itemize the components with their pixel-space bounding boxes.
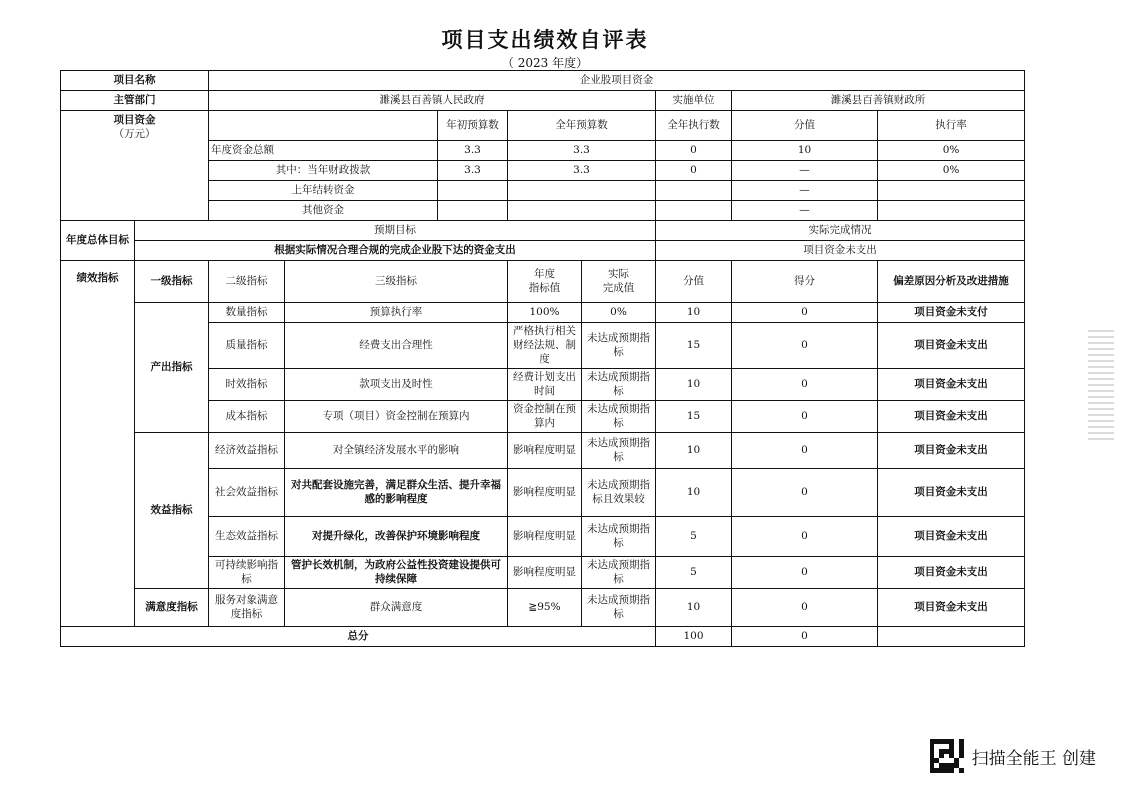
total-blank bbox=[878, 627, 1025, 647]
actual-goal-header: 实际完成情况 bbox=[656, 221, 1025, 241]
funds-cell: 3.3 bbox=[508, 141, 656, 161]
kpi-actual: 未达成预期指标 bbox=[582, 433, 656, 469]
kpi-target: 影响程度明显 bbox=[508, 517, 582, 557]
total-score: 100 bbox=[656, 627, 732, 647]
funds-cell: 3.3 bbox=[438, 141, 508, 161]
table-row bbox=[61, 303, 1025, 323]
kpi-header-target: 年度 指标值 bbox=[508, 261, 582, 303]
kpi-l2: 成本指标 bbox=[209, 401, 285, 433]
expected-goal-text: 根据实际情况合理合规的完成企业股下达的资金支出 bbox=[135, 241, 656, 261]
kpi-reason: 项目资金未支付 bbox=[878, 303, 1025, 323]
funds-header: 全年执行数 bbox=[656, 111, 732, 141]
funds-cell bbox=[438, 181, 508, 201]
funds-cell bbox=[656, 201, 732, 221]
kpi-l3: 对提升绿化，改善保护环境影响程度 bbox=[285, 517, 508, 557]
kpi-reason: 项目资金未支出 bbox=[878, 589, 1025, 627]
kpi-actual: 0% bbox=[582, 303, 656, 323]
kpi-header-actual: 实际 完成值 bbox=[582, 261, 656, 303]
kpi-l3: 管护长效机制，为政府公益性投资建设提供可持续保障 bbox=[285, 557, 508, 589]
funds-cell: 0% bbox=[878, 141, 1025, 161]
kpi-target: ≧95% bbox=[508, 589, 582, 627]
kpi-got: 0 bbox=[732, 517, 878, 557]
kpi-actual: 未达成预期指标 bbox=[582, 517, 656, 557]
page-title: 项目支出绩效自评表 bbox=[441, 27, 649, 52]
kpi-header-score: 分值 bbox=[656, 261, 732, 303]
funds-header: 全年预算数 bbox=[508, 111, 656, 141]
kpi-score: 10 bbox=[656, 433, 732, 469]
kpi-l3: 经费支出合理性 bbox=[285, 323, 508, 369]
kpi-l2: 生态效益指标 bbox=[209, 517, 285, 557]
funds-cell: 3.3 bbox=[438, 161, 508, 181]
funds-header: 年初预算数 bbox=[438, 111, 508, 141]
kpi-got: 0 bbox=[732, 469, 878, 517]
funds-row-label: 上年结转资金 bbox=[209, 181, 438, 201]
kpi-header-reason: 偏差原因分析及改进措施 bbox=[878, 261, 1025, 303]
project-name-label: 项目名称 bbox=[61, 71, 209, 91]
kpi-got: 0 bbox=[732, 401, 878, 433]
scan-smudge bbox=[1088, 330, 1114, 440]
kpi-l2: 质量指标 bbox=[209, 323, 285, 369]
funds-cell bbox=[508, 181, 656, 201]
funds-row-label: 其中：当年财政拨款 bbox=[209, 161, 438, 181]
department-label: 主管部门 bbox=[61, 91, 209, 111]
funds-cell bbox=[878, 181, 1025, 201]
kpi-got: 0 bbox=[732, 303, 878, 323]
kpi-score: 10 bbox=[656, 589, 732, 627]
kpi-actual: 未达成预期指标 bbox=[582, 589, 656, 627]
funds-cell: 3.3 bbox=[508, 161, 656, 181]
table-row bbox=[61, 433, 1025, 469]
funds-label-cell bbox=[61, 111, 209, 221]
funds-row-label: 其他资金 bbox=[209, 201, 438, 221]
funds-cell bbox=[438, 201, 508, 221]
kpi-reason: 项目资金未支出 bbox=[878, 323, 1025, 369]
kpi-l2: 服务对象满意度指标 bbox=[209, 589, 285, 627]
kpi-actual: 未达成预期指标且效果较 bbox=[582, 469, 656, 517]
kpi-score: 10 bbox=[656, 303, 732, 323]
kpi-header-got: 得分 bbox=[732, 261, 878, 303]
kpi-score: 15 bbox=[656, 401, 732, 433]
funds-cell: 10 bbox=[732, 141, 878, 161]
kpi-l1-output: 产出指标 bbox=[135, 303, 209, 433]
kpi-target: 影响程度明显 bbox=[508, 557, 582, 589]
table-row bbox=[61, 589, 1025, 627]
kpi-target: 经费计划支出时间 bbox=[508, 369, 582, 401]
kpi-score: 5 bbox=[656, 517, 732, 557]
kpi-l2: 社会效益指标 bbox=[209, 469, 285, 517]
department-value: 濉溪县百善镇人民政府 bbox=[209, 91, 656, 111]
kpi-actual: 未达成预期指标 bbox=[582, 557, 656, 589]
funds-cell: 0% bbox=[878, 161, 1025, 181]
kpi-target: 影响程度明显 bbox=[508, 433, 582, 469]
kpi-actual: 未达成预期指标 bbox=[582, 401, 656, 433]
funds-header: 分值 bbox=[732, 111, 878, 141]
implementer-label: 实施单位 bbox=[656, 91, 732, 111]
total-got: 0 bbox=[732, 627, 878, 647]
project-name-value: 企业股项目资金 bbox=[209, 71, 1025, 91]
qr-code-icon bbox=[930, 739, 964, 773]
kpi-l2: 经济效益指标 bbox=[209, 433, 285, 469]
kpi-header-l3: 三级指标 bbox=[285, 261, 508, 303]
kpi-reason: 项目资金未支出 bbox=[878, 517, 1025, 557]
funds-cell: 0 bbox=[656, 141, 732, 161]
kpi-score: 5 bbox=[656, 557, 732, 589]
kpi-l3: 款项支出及时性 bbox=[285, 369, 508, 401]
kpi-l2: 时效指标 bbox=[209, 369, 285, 401]
kpi-l1-satisfaction: 满意度指标 bbox=[135, 589, 209, 627]
funds-cell: 0 bbox=[656, 161, 732, 181]
funds-cell: — bbox=[732, 181, 878, 201]
kpi-target: 资金控制在预算内 bbox=[508, 401, 582, 433]
kpi-actual: 未达成预期指标 bbox=[582, 369, 656, 401]
kpi-l1-benefit: 效益指标 bbox=[135, 433, 209, 589]
funds-cell: — bbox=[732, 161, 878, 181]
kpi-got: 0 bbox=[732, 589, 878, 627]
actual-goal-text: 项目资金未支出 bbox=[656, 241, 1025, 261]
kpi-l3: 对全镇经济发展水平的影响 bbox=[285, 433, 508, 469]
kpi-l3: 专项（项目）资金控制在预算内 bbox=[285, 401, 508, 433]
total-label: 总分 bbox=[61, 627, 656, 647]
kpi-reason: 项目资金未支出 bbox=[878, 433, 1025, 469]
performance-table bbox=[60, 70, 1025, 647]
watermark-text: 扫描全能王 创建 bbox=[971, 748, 1096, 769]
kpi-got: 0 bbox=[732, 433, 878, 469]
kpi-got: 0 bbox=[732, 557, 878, 589]
funds-unit: （万元） bbox=[113, 127, 156, 140]
kpi-l2: 数量指标 bbox=[209, 303, 285, 323]
kpi-label: 绩效指标 bbox=[61, 261, 135, 627]
total-row bbox=[61, 627, 1025, 647]
funds-cell bbox=[878, 201, 1025, 221]
kpi-header-l2: 二级指标 bbox=[209, 261, 285, 303]
kpi-reason: 项目资金未支出 bbox=[878, 369, 1025, 401]
kpi-actual: 未达成预期指标 bbox=[582, 323, 656, 369]
kpi-header-l1: 一级指标 bbox=[135, 261, 209, 303]
report-year: （ 2023 年度） bbox=[501, 56, 589, 70]
scanner-watermark bbox=[930, 739, 1096, 773]
kpi-score: 15 bbox=[656, 323, 732, 369]
funds-cell bbox=[508, 201, 656, 221]
annual-goal-label: 年度总体目标 bbox=[61, 221, 135, 261]
kpi-target: 100% bbox=[508, 303, 582, 323]
funds-cell bbox=[656, 181, 732, 201]
kpi-l3: 预算执行率 bbox=[285, 303, 508, 323]
funds-blank-header bbox=[209, 111, 438, 141]
funds-row-label: 年度资金总额 bbox=[209, 141, 438, 161]
kpi-reason: 项目资金未支出 bbox=[878, 469, 1025, 517]
kpi-target: 严格执行相关财经法规、制度 bbox=[508, 323, 582, 369]
kpi-target: 影响程度明显 bbox=[508, 469, 582, 517]
kpi-l2: 可持续影响指标 bbox=[209, 557, 285, 589]
kpi-score: 10 bbox=[656, 469, 732, 517]
funds-header: 执行率 bbox=[878, 111, 1025, 141]
kpi-l3: 群众满意度 bbox=[285, 589, 508, 627]
kpi-got: 0 bbox=[732, 323, 878, 369]
expected-goal-header: 预期目标 bbox=[135, 221, 656, 241]
kpi-reason: 项目资金未支出 bbox=[878, 401, 1025, 433]
kpi-reason: 项目资金未支出 bbox=[878, 557, 1025, 589]
funds-cell: — bbox=[732, 201, 878, 221]
funds-label: 项目资金 bbox=[113, 114, 156, 126]
kpi-got: 0 bbox=[732, 369, 878, 401]
kpi-score: 10 bbox=[656, 369, 732, 401]
kpi-l3: 对共配套设施完善，满足群众生活、提升幸福感的影响程度 bbox=[285, 469, 508, 517]
implementer-value: 濉溪县百善镇财政所 bbox=[732, 91, 1025, 111]
